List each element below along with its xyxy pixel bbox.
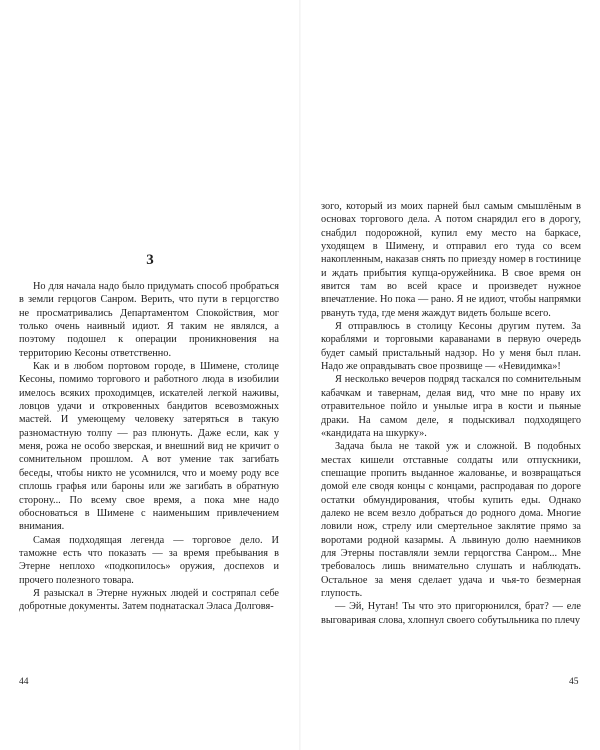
paragraph: Как и в любом портовом городе, в Шимене, столице Кесоны, помимо торгового и работного люда в изобилии имелось всяких проходимцев, искателей легкой наживы, ловцов удачи и откровенных бандитов всевозможных мастей. И умеющему человеку затеряться в такую разномастную толпу — раз плюнуть. Даже если, как у меня, рожа не особо зверская, и внешний вид не кричит о сомнительном прошлом. А вот умение так загибать беседы, чтобы никто не усомнился, что и моему роду все сплошь графья или бароны или же загибать в обратную сторону... По всему свое время, а пока мне надо обосноваться в Шимене с наименьшим привлечением внимания. (19, 361, 279, 533)
paragraph: — Эй, Нутан! Ты что это пригорюнился, брат? — еле выговаривая слова, хлопнул своего собутыльника по плечу (321, 601, 581, 626)
left-page-text (19, 280, 279, 614)
paragraph: зого, который из моих парней был самым смышлёным в основах торгового дела. А потом снарядил его в дорогу, снабдил подорожной, купил ему место на баркасе, уходящем в Шимену, и отправил его туда со всем накопленным, наказав снять по приезду номер в гостинице и ждать прибытия купца-оружейника. В свое время он явится там во всей красе и произведет нужное впечатление. Но пока — рано. Я не идиот, чтобы напрямки рвануть туда, где меня жаждут видеть больше всего. (321, 201, 581, 319)
paragraph: Я отправлюсь в столицу Кесоны другим путем. За кораблями и торговыми караванами в первую очередь будет самый пристальный надзор. Но у меня был план. Надо же оправдывать свое прозвище — «Невидимка»! (321, 321, 581, 373)
paragraph: Самая подходящая легенда — торговое дело. И таможне есть что показать — за время пребывания в Этерне неплохо «подкопилось» оружия, доспехов и прочего полезного товара. (19, 534, 279, 586)
paragraph: Я разыскал в Этерне нужных людей и состряпал себе добротные документы. Затем поднатаскал Эласа Долговя- (19, 587, 279, 613)
right-page-text (321, 200, 581, 627)
page-number-right: 45 (569, 677, 579, 687)
paragraph: Задача была не такой уж и сложной. В подобных местах кишели отставные солдаты или отпускники, спешащие пропить выданное жалованье, и возвращаться домой еле сводя концы с концами, распродавая по дороге остатки обмундирования, чтобы купить еды. Однако далеко не всем везло добраться до родного дома. Многие ловили нож, стрелу или смертельное заклятие прямо за воротами родной казармы. А львиную долю наемников для Этерны поставляли земли герцогства Санром... Мне требовалось лишь внимательно слушать и наблюдать. Остальное за меня сделает удача и чья-то безмерная глупость. (321, 441, 581, 599)
paragraph: Я несколько вечеров подряд таскался по сомнительным кабачкам и тавернам, делая вид, что мне по нраву их отравительное пойло и унылые игра в кости и пьяные драки. На самом деле, я подыскивал подходящего «кандидата на шкурку». (321, 374, 581, 439)
page-number-left: 44 (19, 677, 29, 687)
paragraph: Но для начала надо было придумать способ пробраться в земли герцогов Санром. Верить, что пути в герцогство не просматривались Департаментом Спокойствия, мог только очень наивный идиот. Я таким не являлся, а поэтому подошел к операции проникновения на территорию Кесоны ответственно. (19, 281, 279, 359)
chapter-number: 3 (146, 252, 154, 268)
